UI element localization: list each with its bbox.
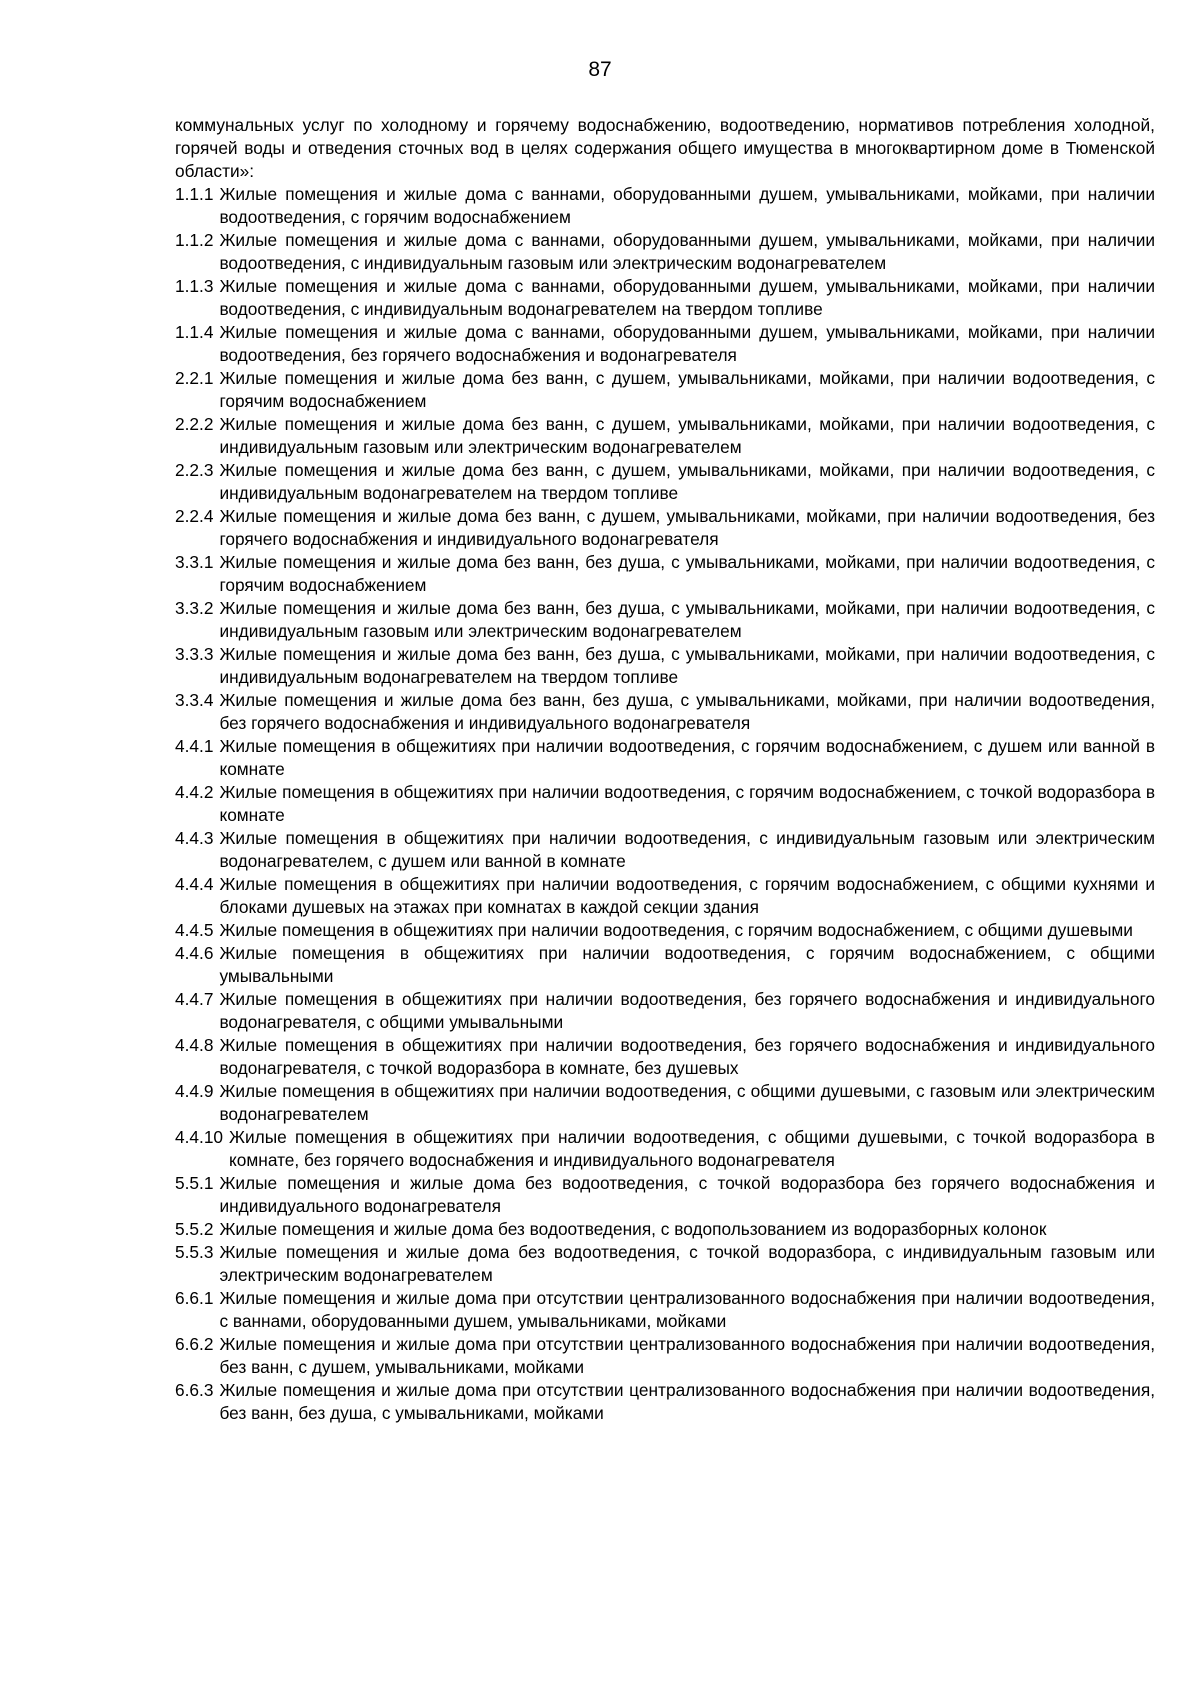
item-text: Жилые помещения и жилые дома без ванн, без душа, с умывальниками, мойками, при наличии водоотведения, с индивидуальным водонагревателем на твердом топливе [219,644,1155,687]
item-number: 3.3.4 [175,690,214,710]
item-number: 3.3.2 [175,598,214,618]
item-number: 4.4.5 [175,920,214,940]
item-text: Жилые помещения и жилые дома без водоотведения, с водопользованием из водоразборных колонок [219,1219,1047,1239]
item-text: Жилые помещения в общежитиях при наличии водоотведения, с горячим водоснабжением, с общими умывальными [219,943,1155,986]
item-number: 5.5.3 [175,1242,214,1262]
item-number: 2.2.2 [175,414,214,434]
list-item [175,597,1155,643]
item-number: 1.1.4 [175,322,214,342]
item-number: 1.1.3 [175,276,214,296]
page-number: 87 [588,58,612,81]
item-number: 1.1.2 [175,230,214,250]
item-text: Жилые помещения и жилые дома при отсутствии централизованного водоснабжения при наличии водоотведения, без ванн, без душа, с умывальниками, мойками [219,1380,1155,1423]
list-item [175,689,1155,735]
item-number: 2.2.3 [175,460,214,480]
list-item [175,367,1155,413]
item-text: Жилые помещения в общежитиях при наличии водоотведения, с горячим водоснабжением, с общими кухнями и блоками душевых на этажах при комнатах в каждой секции здания [219,874,1155,917]
item-number: 4.4.2 [175,782,214,802]
item-text: Жилые помещения в общежитиях при наличии водоотведения, с горячим водоснабжением, с общими душевыми [219,920,1133,940]
item-text: Жилые помещения в общежитиях при наличии водоотведения, с горячим водоснабжением, с точкой водоразбора в комнате [219,782,1155,825]
list-item [175,413,1155,459]
list-item [175,1218,1155,1241]
item-number: 4.4.7 [175,989,214,1009]
item-text: Жилые помещения и жилые дома без водоотведения, с точкой водоразбора без горячего водоснабжения и индивидуального водонагревателя [219,1173,1155,1216]
item-number: 3.3.1 [175,552,214,572]
item-text: Жилые помещения и жилые дома без ванн, без душа, с умывальниками, мойками, при наличии водоотведения, с индивидуальным газовым или электрическим водонагревателем [219,598,1155,641]
item-text: Жилые помещения в общежитиях при наличии водоотведения, с индивидуальным газовым или электрическим водонагревателем, с душем или ванной в комнате [219,828,1155,871]
item-number: 4.4.8 [175,1035,214,1055]
item-text: Жилые помещения и жилые дома без ванн, без душа, с умывальниками, мойками, при наличии водоотведения, без горячего водоснабжения и индивидуального водонагревателя [219,690,1155,733]
item-text: Жилые помещения и жилые дома при отсутствии централизованного водоснабжения при наличии водоотведения, с ваннами, оборудованными душем, умывальниками, мойками [219,1288,1155,1331]
item-text: Жилые помещения и жилые дома с ваннами, оборудованными душем, умывальниками, мойками, при наличии водоотведения, с индивидуальным водонагревателем на твердом топливе [219,276,1155,319]
item-text: Жилые помещения в общежитиях при наличии водоотведения, без горячего водоснабжения и индивидуального водонагревателя, с точкой водоразбора в комнате, без душевых [219,1035,1155,1078]
item-number: 2.2.1 [175,368,214,388]
document-body [175,114,1155,1425]
item-number: 4.4.9 [175,1081,214,1101]
item-number: 5.5.2 [175,1219,214,1239]
item-text: Жилые помещения и жилые дома без водоотведения, с точкой водоразбора, с индивидуальным газовым или электрическим водонагревателем [219,1242,1155,1285]
list-item [175,919,1155,942]
list-item [175,735,1155,781]
item-number: 6.6.2 [175,1334,214,1354]
item-text: Жилые помещения и жилые дома без ванн, с душем, умывальниками, мойками, при наличии водоотведения, с горячим водоснабжением [219,368,1155,411]
item-text: Жилые помещения в общежитиях при наличии водоотведения, с общими душевыми, с газовым или электрическим водонагревателем [219,1081,1155,1124]
item-number: 6.6.1 [175,1288,214,1308]
item-number: 4.4.6 [175,943,214,963]
item-number: 4.4.4 [175,874,214,894]
list-item [175,942,1155,988]
list-item [175,1080,1155,1126]
item-text: Жилые помещения и жилые дома при отсутствии централизованного водоснабжения при наличии водоотведения, без ванн, с душем, умывальниками, мойками [219,1334,1155,1377]
item-number: 2.2.4 [175,506,214,526]
item-number: 3.3.3 [175,644,214,664]
list-item [175,1379,1155,1425]
list-item [175,1126,1155,1172]
list-item [175,1333,1155,1379]
item-number: 4.4.1 [175,736,214,756]
item-text: Жилые помещения и жилые дома с ваннами, оборудованными душем, умывальниками, мойками, при наличии водоотведения, с горячим водоснабжением [219,184,1155,227]
item-text: Жилые помещения и жилые дома без ванн, с душем, умывальниками, мойками, при наличии водоотведения, с индивидуальным газовым или электрическим водонагревателем [219,414,1155,457]
list-item [175,827,1155,873]
intro-paragraph: коммунальных услуг по холодному и горячему водоснабжению, водоотведению, нормативов потребления холодной, горячей воды и отведения сточных вод в целях содержания общего имущества в многоквартирном доме в Тюменской области»: [175,115,1155,181]
list-item [175,505,1155,551]
item-number: 1.1.1 [175,184,214,204]
item-text: Жилые помещения и жилые дома с ваннами, оборудованными душем, умывальниками, мойками, при наличии водоотведения, с индивидуальным газовым или электрическим водонагревателем [219,230,1155,273]
list-item [175,321,1155,367]
list-item [175,275,1155,321]
norms-list [175,183,1155,1425]
list-item [175,781,1155,827]
item-text: Жилые помещения и жилые дома без ванн, без душа, с умывальниками, мойками, при наличии водоотведения, с горячим водоснабжением [219,552,1155,595]
item-text: Жилые помещения в общежитиях при наличии водоотведения, без горячего водоснабжения и индивидуального водонагревателя, с общими умывальными [219,989,1155,1032]
list-item [175,1241,1155,1287]
item-number: 6.6.3 [175,1380,214,1400]
list-item [175,183,1155,229]
list-item [175,1172,1155,1218]
list-item [175,229,1155,275]
item-text: Жилые помещения в общежитиях при наличии водоотведения, с горячим водоснабжением, с душем или ванной в комнате [219,736,1155,779]
item-text: Жилые помещения и жилые дома без ванн, с душем, умывальниками, мойками, при наличии водоотведения, с индивидуальным водонагревателем на твердом топливе [219,460,1155,503]
list-item [175,1034,1155,1080]
list-item [175,873,1155,919]
item-text: Жилые помещения и жилые дома с ваннами, оборудованными душем, умывальниками, мойками, при наличии водоотведения, без горячего водоснабжения и водонагревателя [219,322,1155,365]
item-number: 5.5.1 [175,1173,214,1193]
list-item [175,1287,1155,1333]
item-text: Жилые помещения в общежитиях при наличии водоотведения, с общими душевыми, с точкой водоразбора в комнате, без горячего водоснабжения и индивидуального водонагревателя [229,1127,1155,1170]
list-item [175,988,1155,1034]
list-item [175,459,1155,505]
item-number: 4.4.3 [175,828,214,848]
item-text: Жилые помещения и жилые дома без ванн, с душем, умывальниками, мойками, при наличии водоотведения, без горячего водоснабжения и индивидуального водонагревателя [219,506,1155,549]
item-number: 4.4.10 [175,1127,224,1147]
list-item [175,643,1155,689]
list-item [175,551,1155,597]
